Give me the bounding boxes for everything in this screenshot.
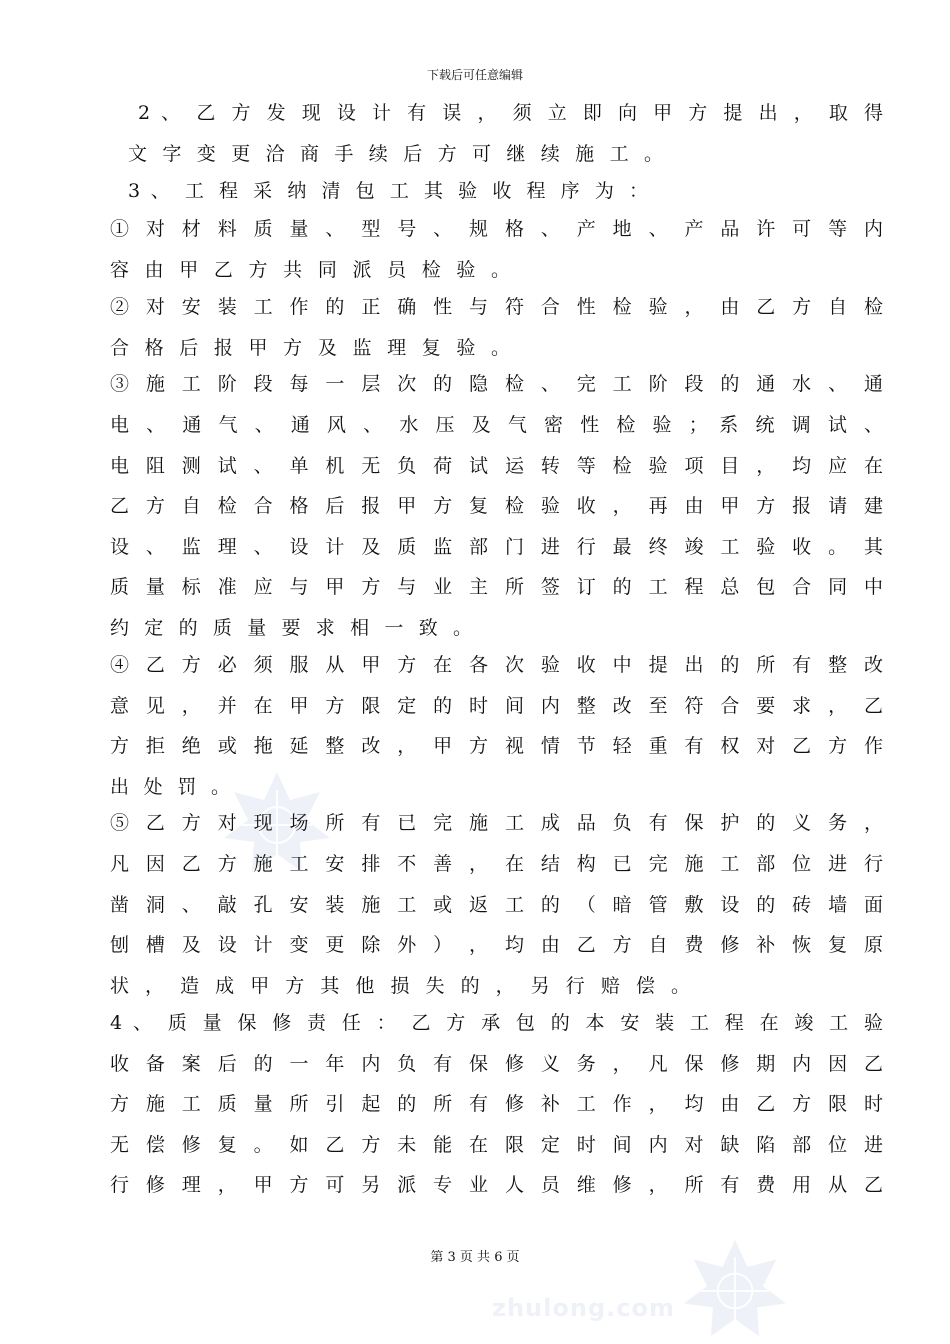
text-line: ③ 施 工 阶 段 每 一 层 次 的 隐 检 、 完 工 阶 段 的 通 水 、 通	[110, 373, 883, 395]
text-line: 收 备 案 后 的 一 年 内 负 有 保 修 义 务 ， 凡 保 修 期 内 因 乙	[110, 1053, 883, 1075]
text-line: 凡 因 乙 方 施 工 安 排 不 善 ， 在 结 构 已 完 施 工 部 位 进 行	[110, 853, 883, 875]
text-line: 意 见 ， 并 在 甲 方 限 定 的 时 间 内 整 改 至 符 合 要 求 ， 乙	[110, 695, 883, 717]
text-line: 2 、 乙 方 发 现 设 计 有 误 ， 须 立 即 向 甲 方 提 出 ， 取 得	[138, 102, 883, 124]
text-line: 合 格 后 报 甲 方 及 监 理 复 验 。	[110, 337, 510, 359]
text-line: 凿 洞 、 敲 孔 安 装 施 工 或 返 工 的 （ 暗 管 敷 设 的 砖 墙 面	[110, 894, 883, 916]
text-line: 容 由 甲 乙 方 共 同 派 员 检 验 。	[110, 259, 510, 281]
text-line: 方 施 工 质 量 所 引 起 的 所 有 修 补 工 作 ， 均 由 乙 方 限 时	[110, 1093, 883, 1115]
text-line: 文 字 变 更 洽 商 手 续 后 方 可 继 续 施 工 。	[128, 143, 663, 165]
text-line: 电 阻 测 试 、 单 机 无 负 荷 试 运 转 等 检 验 项 目 ， 均 应 在	[110, 455, 883, 477]
watermark-text: zhulong.com	[492, 1294, 675, 1322]
text-line: 方 拒 绝 或 拖 延 整 改 ， 甲 方 视 情 节 轻 重 有 权 对 乙 方 作	[110, 735, 883, 757]
text-line: ④ 乙 方 必 须 服 从 甲 方 在 各 次 验 收 中 提 出 的 所 有 整 改	[110, 654, 883, 676]
text-line: 电 、 通 气 、 通 风 、 水 压 及 气 密 性 检 验 ； 系 统 调 试 、	[110, 414, 883, 436]
text-line: ② 对 安 装 工 作 的 正 确 性 与 符 合 性 检 验 ， 由 乙 方 自 检	[110, 296, 883, 318]
text-line: ① 对 材 料 质 量 、 型 号 、 规 格 、 产 地 、 产 品 许 可 等 内	[110, 218, 883, 240]
text-line: 质 量 标 准 应 与 甲 方 与 业 主 所 签 订 的 工 程 总 包 合 同 中	[110, 576, 883, 598]
text-line: 无 偿 修 复 。 如 乙 方 未 能 在 限 定 时 间 内 对 缺 陷 部 位 进	[110, 1134, 883, 1156]
page-header: 下载后可任意编辑	[426, 68, 523, 82]
text-line: 乙 方 自 检 合 格 后 报 甲 方 复 检 验 收 ， 再 由 甲 方 报 请 建	[110, 495, 883, 517]
text-line: 状 ， 造 成 甲 方 其 他 损 失 的 ， 另 行 赔 偿 。	[110, 975, 690, 997]
text-line: 行 修 理 ， 甲 方 可 另 派 专 业 人 员 维 修 ， 所 有 费 用 从 乙	[110, 1174, 883, 1196]
page-footer: 第 3 页 共 6 页	[430, 1250, 520, 1265]
text-line: 设 、 监 理 、 设 计 及 质 监 部 门 进 行 最 终 竣 工 验 收 。 其	[110, 536, 883, 558]
text-line: ⑤ 乙 方 对 现 场 所 有 已 完 施 工 成 品 负 有 保 护 的 义 务 ，	[110, 812, 883, 834]
text-line: 刨 槽 及 设 计 变 更 除 外 ） ， 均 由 乙 方 自 费 修 补 恢 复 原	[110, 934, 883, 956]
text-line: 3 、 工 程 采 纳 清 包 工 其 验 收 程 序 为 ：	[128, 180, 648, 202]
text-line: 约 定 的 质 量 要 求 相 一 致 。	[110, 617, 472, 639]
text-line: 4 、 质 量 保 修 责 任 ： 乙 方 承 包 的 本 安 装 工 程 在 竣 工 验	[110, 1012, 883, 1034]
text-line: 出 处 罚 。	[110, 776, 230, 798]
